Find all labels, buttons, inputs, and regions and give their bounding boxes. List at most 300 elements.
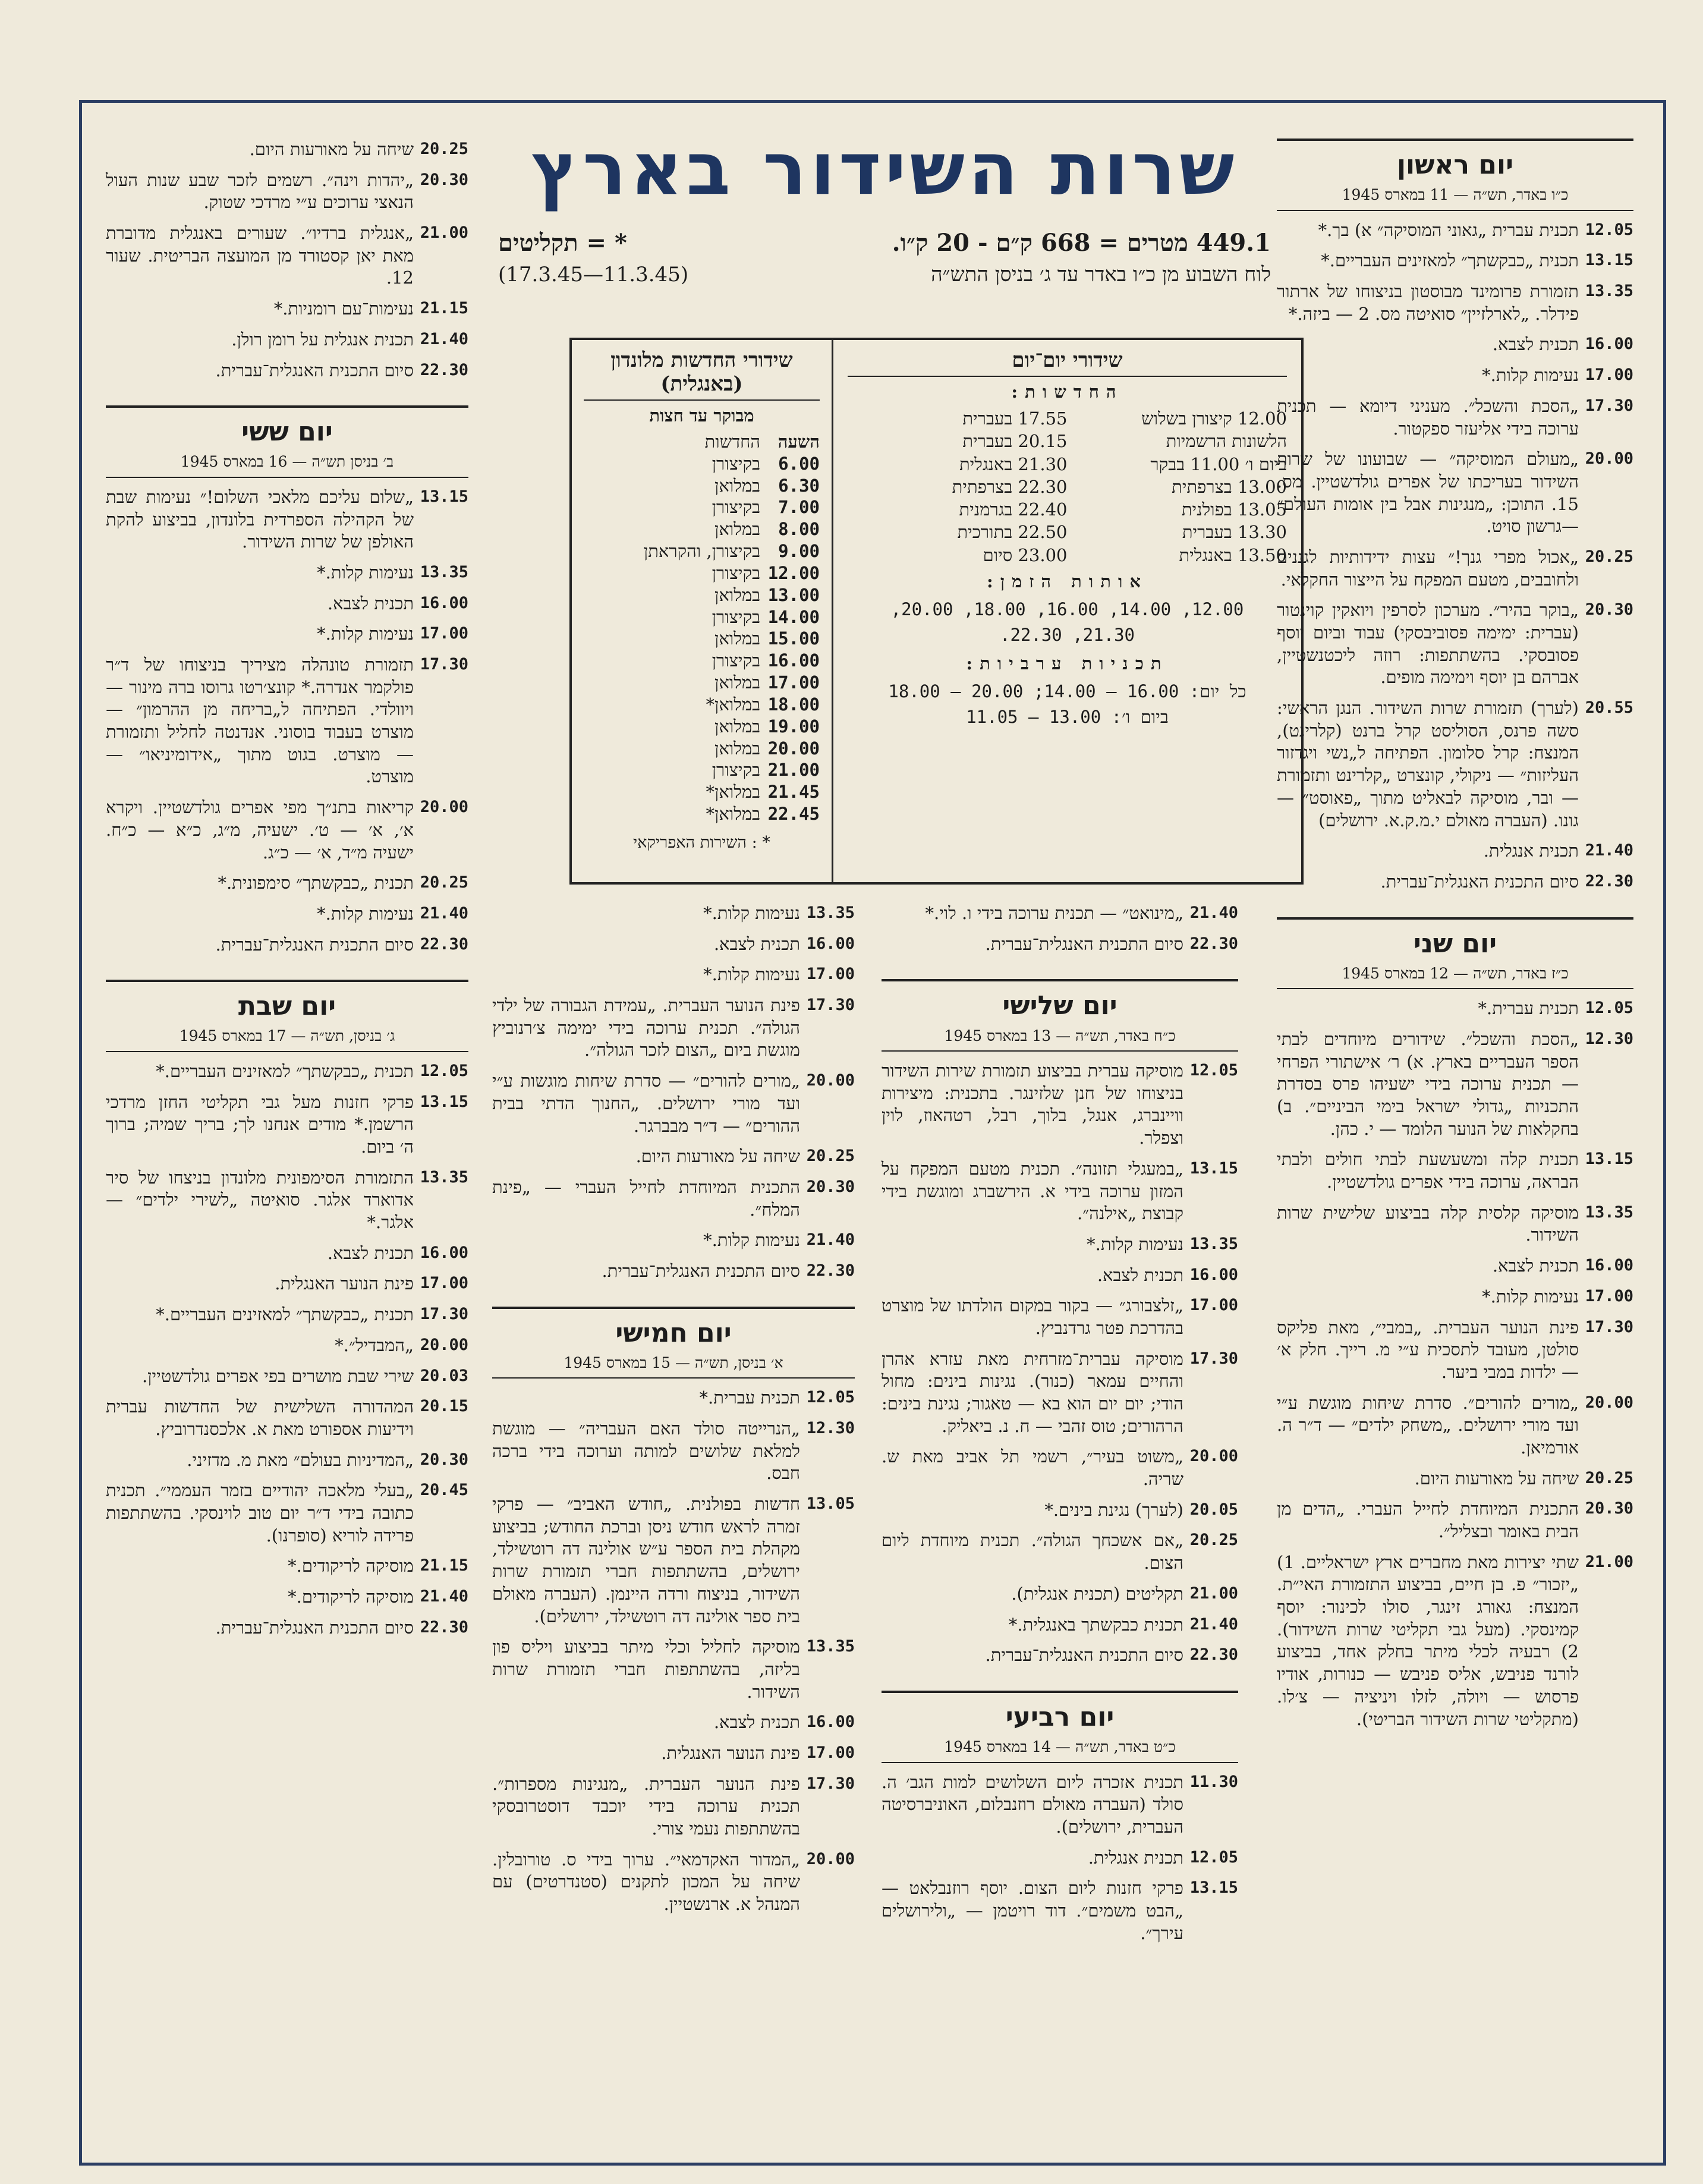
program-time: 20.00 [1189,1447,1238,1466]
program-time: 20.25 [420,140,468,158]
program-time: 20.15 [420,1397,468,1416]
program-description: התכנית המיוחדת לחייל העברי. „הדים מן הבית באומר ובצליל״. [1277,1499,1579,1541]
london-type: בקיצורן [712,562,760,583]
program-item [106,1167,468,1234]
london-type: במלואן* [706,804,760,824]
program-description: נעימות קלות.* [1087,1233,1183,1254]
program-time: 20.25 [1585,547,1633,566]
program-time: 20.25 [1189,1531,1238,1550]
london-time: 16.00 [767,650,820,671]
program-item [1277,871,1633,893]
program-item [106,1396,468,1440]
day-date: כ״ו באדר, תש״ה — 11 במארס 1945 [1277,185,1633,211]
program-item [1277,697,1633,832]
program-item [882,1233,1238,1256]
program-item [106,486,468,553]
program-description: „אם אשכחך הגולה״. תכנית מיוחדת ליום הצום. [882,1530,1183,1574]
day-section [492,1307,855,1916]
week-text: לוח השבוע מן כ״ו באדר עד ג׳ בניסן התש״ה [931,263,1271,287]
program-description: „מעולם המוסיקה״ — שבועונו של שרות השידור בעריכתו של אפרים גולדשטיין. מס. 15. התוכן: „מנגינות אבל בין אומות העולם״ —גרשון סויט. [1277,449,1579,537]
program-item [1277,1148,1633,1193]
time-signals-line-2: 21.30, 22.30. [999,625,1135,646]
program-item [1277,1317,1633,1384]
program-time: 22.30 [420,934,468,953]
day-section [882,902,1238,955]
program-description: „זלצבורג״ — בקור במקום הולדתו של מוצרט בהדרכת פטר גרדנביץ. [882,1295,1183,1338]
news-entry: 21.30 באנגלית [959,454,1068,474]
program-description: „משוט בעיר״, רשמי תל אביב מאת ש. שריה. [882,1446,1183,1490]
program-description: התזמורת הסימפונית מלונדון בניצחו של סיר אדוארד אלגר. סואיטה „לשירי ילדים״ — אלגר.* [106,1167,414,1233]
program-item [492,995,855,1062]
program-description: מוסיקה קלסית קלה בביצוע שלישית שרות השידור. [1277,1202,1579,1245]
program-time: 13.35 [420,562,468,581]
london-time: 9.00 [778,541,820,562]
program-description: תכנית לצבא. [1097,1264,1183,1285]
program-description: „בעלי מלאכה יהודיים בזמר העממי״. תכנית כתובה בידי ד״ר יום טוב לוינסקי. בהשתתפות פרידה לוריא (סופרנו). [106,1480,414,1546]
london-time: 21.45 [767,782,820,803]
program-item [106,1060,468,1083]
program-time: 20.30 [420,170,468,189]
program-description: נעימות קלות.* [703,1230,800,1251]
program-time: 17.30 [420,1305,468,1324]
program-description: נעימות קלות.* [317,903,414,924]
london-row [584,803,820,825]
program-time: 22.30 [1189,934,1238,953]
program-description: סיום התכנית האנגלית־עברית. [215,934,414,955]
program-description: „מורים להורים״. סדרת שיחות מוגשת ע״י ועד מורי ירושלים. „משחק ילדים״ — ד״ר ה. אורמיאן. [1277,1392,1579,1458]
news-entry: 12.00 קיצורן בשלוש [1141,408,1287,429]
column-2 [882,902,1238,1953]
program-description: „בוקר בהיר״. מערכון לסרפין ויואקין קוינטור (עברית: ימימה פסוביבסקי) עבוד וביום יוסף פסובסקי. בהשתתפות: רוזה ליכטנשטיין, אברהם בן יוסף וימימה מופים. [1277,600,1579,688]
news-subheading: החדשות: [1011,382,1123,402]
program-item [106,903,468,926]
program-item [106,593,468,615]
program-item [492,1849,855,1916]
program-description: תכנית עברית.* [1478,998,1579,1019]
program-description: שתי יצירות מאת מחברים ארץ ישראליים. 1) „יזכור״ פ. בן חיים, בביצוע התזמורת האי״ת. המנצח: גאורג זינגר, סולו לכינור: יוסף קמינסקי. (מעל גבי תקליטי שרות השידור). 2) רבעיה לכלי מיתר בחלק אחד, בביצוע לורנד פניבש, אליס פניבש — כנורות, אודיו פרסוש — ויולה, לזלו ויניציה — צ׳לו. (מתקליטי שרות השידור הבריטי). [1277,1552,1579,1729]
program-time: 12.05 [806,1388,855,1407]
program-description: „במעגלי תזונה״. תכנית מטעם המפקח על המזון ערוכה בידי א. הירשברג ומוגשת בידי קבוצת „אילנה״. [882,1158,1183,1224]
program-description: נעימות קלות.* [317,624,414,644]
program-description: נעימות קלות.* [1482,1286,1579,1307]
program-description: „מינואט״ — תכנית ערוכה בידי ו. לוי.* [925,903,1183,923]
london-type: בקיצורן [712,650,760,671]
program-description: תכנית לצבא. [713,1712,800,1733]
program-item [106,1335,468,1357]
news-row [848,498,1287,521]
program-time: 17.00 [1585,366,1633,385]
news-entry: 13.30 בעברית [1182,522,1287,543]
program-item [492,1176,855,1221]
program-description: סיום התכנית האנגלית־עברית. [215,1617,414,1638]
day-section [882,1691,1238,1945]
program-item [106,1555,468,1578]
news-entry: 13.05 בפולנית [1181,499,1287,520]
london-row [584,518,820,540]
program-item [1277,997,1633,1020]
program-description: תכנית לצבא. [327,1242,414,1263]
london-row [584,759,820,781]
program-time: 17.30 [1585,396,1633,415]
program-time: 17.00 [420,624,468,643]
program-description: תכנית „כבקשתך״ למאזינים העבריים.* [156,1060,414,1081]
program-description: נעימות קלות.* [1482,365,1579,386]
page-title: שרות השידור בארץ [531,127,1238,211]
news-entry: 20.15 בעברית [962,431,1068,452]
program-item [106,1617,468,1639]
program-item [106,623,468,646]
london-row [584,694,820,716]
program-description: נעימות קלות.* [317,562,414,583]
program-time: 20.00 [806,1849,855,1868]
london-type: בקיצורן [712,760,760,781]
news-entry: ביום ו׳ 11.00 בבקר [1150,454,1287,474]
program-description: נעימות קלות.* [703,964,800,985]
news-entry: 13.00 בצרפתית [1172,476,1287,497]
program-item [882,1264,1238,1287]
program-time: 13.15 [420,1092,468,1111]
london-type: במלואן [714,628,760,649]
program-description: תכנית קלה ומשעשעת לבתי חולים ולבתי הבראה, ערוכה בידי אפרים גולדשטיין. [1277,1149,1579,1192]
program-time: 13.15 [1585,1150,1633,1169]
program-time: 12.05 [1585,999,1633,1018]
program-item [1277,840,1633,863]
program-item [882,1644,1238,1667]
program-description: התכנית המיוחדת לחייל העברי — „פינת המלח״. [492,1176,800,1220]
program-description: סיום התכנית האנגלית־עברית. [1380,871,1579,892]
program-time: 17.00 [1585,1286,1633,1305]
daily-heading: שידורי יום־יום [848,348,1287,377]
program-item [1277,1498,1633,1543]
week-dates: (11.3.45—17.3.45) [498,263,689,287]
program-description: שירי שבת מושרים בפי אפרים גולדשטיין. [141,1365,414,1386]
program-item [106,360,468,382]
program-description: נעימות קלות.* [703,903,800,923]
news-row [848,430,1287,452]
program-time: 20.30 [806,1177,855,1196]
program-time: 20.00 [420,1335,468,1354]
london-type: במלואן [714,584,760,605]
time-signals-line-1: 12.00, 14.00, 16.00, 18.00, 20.00, [890,599,1244,619]
london-time: 15.00 [767,628,820,649]
london-time: 14.00 [767,606,820,627]
program-item [106,1365,468,1388]
program-description: תכנית עברית „גאוני המוסיקה״ א) בך.* [1318,219,1579,240]
frequency-line [486,229,1283,257]
day-section [882,979,1238,1667]
program-time: 21.00 [420,224,468,243]
program-item [1277,281,1633,325]
program-description: פינת הנוער העברית. „מנגינות מספרות״. תכנית ערוכה בידי יוכבד דוסטרובסקי בהשתתפות נעמי צורי. [492,1773,800,1839]
program-item [882,1295,1238,1339]
london-time: 6.00 [778,453,820,474]
program-item [882,1877,1238,1944]
program-time: 13.35 [420,1167,468,1187]
program-time: 17.00 [806,1743,855,1762]
program-description: מוסיקה עברית־מזרחית מאת עזרא אהרן והחיים עמאר (כנור). נגינות בינים: מחול הודי; יום יום הוא בא — טאגור; נגינת בינים: הרהורים; טוס זהבי — ח. נ. ביאליק. [882,1348,1183,1436]
day-name: יום רביעי [1005,1701,1115,1732]
program-description: תכנית לצבא. [1492,1255,1579,1276]
program-item [1277,1028,1633,1140]
program-description: „המדיניות בעולם״ מאת מ. מדזיני. [187,1449,414,1470]
london-type: בקיצורן [712,497,760,518]
program-item [106,169,468,214]
london-time: 6.30 [778,475,820,496]
day-date: א׳ בניסן, תש״ה — 15 במארס 1945 [492,1354,855,1379]
program-description: מוסיקה לריקודים.* [288,1556,414,1576]
program-description: תכנית אנגלית על רומן רולן. [231,329,414,350]
london-time: 13.00 [767,584,820,605]
program-time: 21.40 [1189,1615,1238,1634]
program-time: 21.40 [806,1231,855,1250]
program-description: תקליטים (תכנית אנגלית). [1011,1583,1183,1604]
program-time: 21.40 [420,329,468,348]
program-item [882,1530,1238,1574]
london-type: במלואן [714,672,760,693]
program-item [882,1446,1238,1490]
day-section [492,902,855,1283]
london-row [584,606,820,628]
program-description: תכנית אנגלית. [1483,841,1579,861]
news-entry: 13.50 באנגלית [1179,545,1287,565]
program-item [106,797,468,864]
news-entry: 22.50 בתורכית [957,522,1068,543]
program-description: „המדור האקדמאי״. ערוך בידי ס. טורובלין. שיחה על המכון לתקנים (סטנדרטים) עם המנהל א. ארנשטיין. [492,1849,800,1915]
program-time: 17.30 [1189,1349,1238,1368]
program-time: 12.05 [1189,1061,1238,1080]
program-description: פינת הנוער העברית. „עמידת הגבורה של ילדי הגולה״. תכנית ערוכה בידי ימימה צ׳רנוביץ מוגשת ביום „הצום לזכר הגולה״. [492,995,800,1060]
program-item [1277,1392,1633,1459]
news-entry: 22.40 בגרמנית [959,499,1068,520]
week-line [486,263,1283,287]
program-item [492,933,855,956]
program-description: מוסיקה עברית בביצוע תזמורת שירות השידור בניצוחו של חנן שלזינגר. בתכנית: מיצירות וויינברג, אנגל, בלוך, רבל, רטהאוז, לוין וצפלר. [882,1060,1183,1148]
program-description: „הסכת והשכל״. שידורים מיוחדים לבתי הספר העבריים בארץ. א) ר׳ אישתורי הפרחי — תכנית ערוכה בידי ישעיהו פרס בסדרת התכניות „גדולי ישראל בימי הביניים״. ב) בחקלאות של הנוער הלומד — י. כהן. [1277,1028,1579,1139]
records-note: * = תקליטים [498,229,627,257]
day-name: יום שני [1413,928,1497,959]
daily-broadcasts [832,340,1301,882]
program-description: (לערך) תזמורת שרות השידור. הנגן הראשי: סשה פרנס, הסוליסט קרל ברנט (קלרינט), המנצח: קרל סלומון. הפתיחה ל„נשי ויגדזור העליזות״ — ניקולי, קונצרט „קלרינט ותזמורת — ובר, מוסיקה לבאליט מתוך „פאוסט״ — גונו. (העברה מאולם י.מ.ק.א. ירושלים) [1277,698,1579,830]
day-section [106,405,468,956]
london-row [584,672,820,694]
program-description: פינת הנוער האנגלית. [661,1742,800,1763]
program-item [106,329,468,351]
program-time: 20.25 [806,1147,855,1166]
program-time: 22.30 [1189,1645,1238,1664]
program-time: 21.40 [420,904,468,923]
program-time: 17.30 [806,1774,855,1793]
program-time: 21.40 [1585,841,1633,860]
program-time: 20.25 [1585,1468,1633,1487]
program-item [492,1146,855,1168]
london-time: 21.00 [767,760,820,781]
program-time: 12.30 [1585,1029,1633,1048]
program-item [1277,1286,1633,1308]
day-name: יום חמישי [615,1317,732,1348]
program-item [492,1711,855,1734]
program-time: 13.35 [806,904,855,922]
program-item [882,902,1238,925]
program-description: מוסיקה לחליל וכלי מיתר בביצוע ויליס פון בליזה, בהשתתפות חברי תזמורת שרות השידור. [492,1637,800,1702]
program-description: פינת הנוער העברית. „במבי״, מאת פליקס סולטן, מעובד לתסכית ע״י מ. רייך. חלק א׳ — ילדות במבי ביער. [1277,1317,1579,1382]
program-item [106,1242,468,1265]
program-item [492,1636,855,1703]
london-row [584,738,820,760]
london-type: בקיצורן, והקראתן [643,541,760,562]
column-3 [492,902,855,1924]
program-description: תכנית „כבקשתך״ סימפונית.* [218,873,414,893]
program-description: תזמורת פרומינד מבוסטון בניצוחו של ארתור פידלר. „לארלזיין״ סואיטה מס. 2 — ביזה.* [1277,281,1579,324]
london-row [584,453,820,475]
news-entry: 22.30 בצרפתית [952,476,1068,497]
program-item [1277,448,1633,538]
program-description: תכנית „כבקשתך״ למאזינים העבריים.* [1321,250,1579,271]
day-section [106,980,468,1639]
program-time: 12.05 [420,1061,468,1080]
day-section [1277,917,1633,1731]
london-type: במלואן [714,738,760,759]
program-description: תכנית לצבא. [713,933,800,954]
program-time: 16.00 [806,1713,855,1732]
program-item [1277,599,1633,689]
program-item [882,933,1238,956]
day-date: כ״ט באדר, תש״ה — 14 במארס 1945 [882,1738,1238,1763]
program-item [492,1260,855,1283]
program-description: „הסכת והשכל״. מעניני דיומא — תכנית ערוכה בידי אליעזר ספקטור. [1277,395,1579,439]
program-time: 22.30 [806,1261,855,1280]
news-row [848,476,1287,498]
london-col-type: החדשות [704,432,760,452]
program-item [106,654,468,788]
program-item [106,1304,468,1326]
london-type: במלואן [714,519,760,540]
program-item [492,1742,855,1765]
day-name: יום ראשון [1396,150,1514,180]
program-description: „שלום עליכם מלאכי השלום!״ נעימות שבת של הקהילה הספרדית בלונדון, בביצוע להקת האולפן של שרות השידור. [106,486,414,552]
program-description: קריאות בתנ״ך מפי אפרים גולדשטיין. ויקרא א׳, א׳ — ט׳. ישעיה, מ״ג, כ״א — כ״ח. ישעיה מ״ד, א׳ — כ״ג. [106,797,414,863]
london-row [584,540,820,562]
program-item [882,1348,1238,1438]
program-description: (לערך) נגינת בינים.* [1044,1499,1183,1520]
program-description: תכנית כבקשתך באנגלית.* [1008,1614,1183,1635]
program-item [106,1449,468,1472]
news-row [848,407,1287,430]
london-header-row [584,431,820,453]
program-time: 12.05 [1189,1848,1238,1867]
program-description: „הנרייטה סולד האם העבריה״ — מוגשת למלאת שלושים למותה וערוכה בידי ברכה חבס. [492,1418,800,1484]
program-description: „מורים להורים״ — סדרת שיחות מוגשות ע״י ועד מורי ירושלים. „החנוך הדתי בבית ההורים״ — ד״ר מבברגר. [492,1071,800,1136]
program-time: 20.00 [806,1071,855,1090]
column-1 [1277,139,1633,1739]
news-row [848,521,1287,543]
london-row [584,781,820,803]
program-item [882,1614,1238,1637]
program-item [1277,219,1633,242]
london-time: 18.00 [767,694,820,715]
program-item [882,1771,1238,1839]
day-name: יום ששי [241,417,333,448]
program-item [882,1499,1238,1522]
london-row [584,562,820,584]
program-item [1277,1552,1633,1731]
program-item [492,1773,855,1840]
news-row [848,544,1287,567]
london-time: 7.00 [778,497,820,518]
program-description: פרקי חזנות מעל גבי תקליטי החזן מרדכי הרשמן.* מודים אנחנו לך; בריך שמיה; ברוך ה׳ ביום. [106,1091,414,1157]
program-description: נעימות־עם רומניות.* [273,298,414,319]
program-description: תזמורת טונהלה מציריך בניצוחו של ד״ר פולקמר אנדרה.* קונצ׳רטו גרוסו ברה מינור — ויוולדי. הפתיחה ל„בריחה מן ההרמון״ — מוצרט בעבוד בוסוני. אנדנטה לחליל ותזמורת — מוצרט. בגוט מתוך „אידומיניאו״ — מוצרט. [106,654,414,787]
program-description: פינת הנוער האנגלית. [275,1273,414,1294]
program-time: 22.30 [420,1617,468,1637]
program-time: 21.15 [420,1556,468,1575]
program-description: „יהדות וינה״. רשמים לזכר שבע שנות העול הנאצי ערוכים ע״י מרדכי שטוק. [106,169,414,213]
program-description: תכנית אנגלית. [1088,1847,1183,1868]
program-item [1277,333,1633,356]
program-time: 22.30 [1585,871,1633,890]
london-row [584,650,820,672]
program-time: 16.00 [420,1243,468,1262]
evening-programs-subheading: תכניות ערביות: [966,653,1169,674]
day-date: ג׳ בניסן, תש״ה — 17 במארס 1945 [106,1027,468,1052]
day-name: יום שבת [238,991,336,1022]
program-time: 20.00 [1585,1393,1633,1412]
program-time: 13.35 [1585,1203,1633,1222]
program-time: 20.25 [420,873,468,892]
program-time: 17.00 [420,1274,468,1293]
day-section [106,139,468,382]
program-item [106,139,468,161]
program-time: 20.30 [1585,600,1633,619]
program-item [882,1847,1238,1870]
london-row [584,496,820,518]
london-type: בקיצורן [712,453,760,474]
london-time: 22.45 [767,804,820,824]
london-hours: מבוקר עד חצות [649,405,754,426]
news-entry: 17.55 בעברית [962,408,1068,429]
program-time: 13.15 [1585,251,1633,270]
program-item [882,1583,1238,1606]
london-news [572,340,832,882]
london-row [584,475,820,497]
london-type: במלואן [714,475,760,496]
program-time: 17.30 [1585,1317,1633,1336]
program-time: 20.45 [420,1481,468,1500]
program-time: 13.05 [806,1494,855,1513]
schedule-box [569,338,1304,885]
program-item [882,1158,1238,1225]
program-item [106,562,468,584]
program-item [106,872,468,895]
program-time: 16.00 [1189,1265,1238,1284]
program-time: 21.15 [420,299,468,318]
program-time: 13.35 [806,1637,855,1656]
program-item [1277,1202,1633,1247]
program-item [492,1493,855,1628]
london-row [584,584,820,606]
london-list [584,453,820,825]
program-description: פרקי חזנות ליום הצום. יוסף רוזנבלאט — „הבט משמים״. דוד רויטמן — „ולירושלים עירך״. [882,1878,1183,1943]
program-description: „המבדיל״.* [335,1335,414,1355]
program-time: 13.15 [420,487,468,506]
program-time: 16.00 [420,593,468,612]
london-type: במלואן* [706,694,760,715]
program-time: 20.03 [420,1366,468,1385]
program-item [106,298,468,320]
program-time: 12.30 [806,1419,855,1437]
program-item [106,222,468,289]
program-item [106,1091,468,1159]
day-name: יום שלישי [1002,990,1118,1021]
